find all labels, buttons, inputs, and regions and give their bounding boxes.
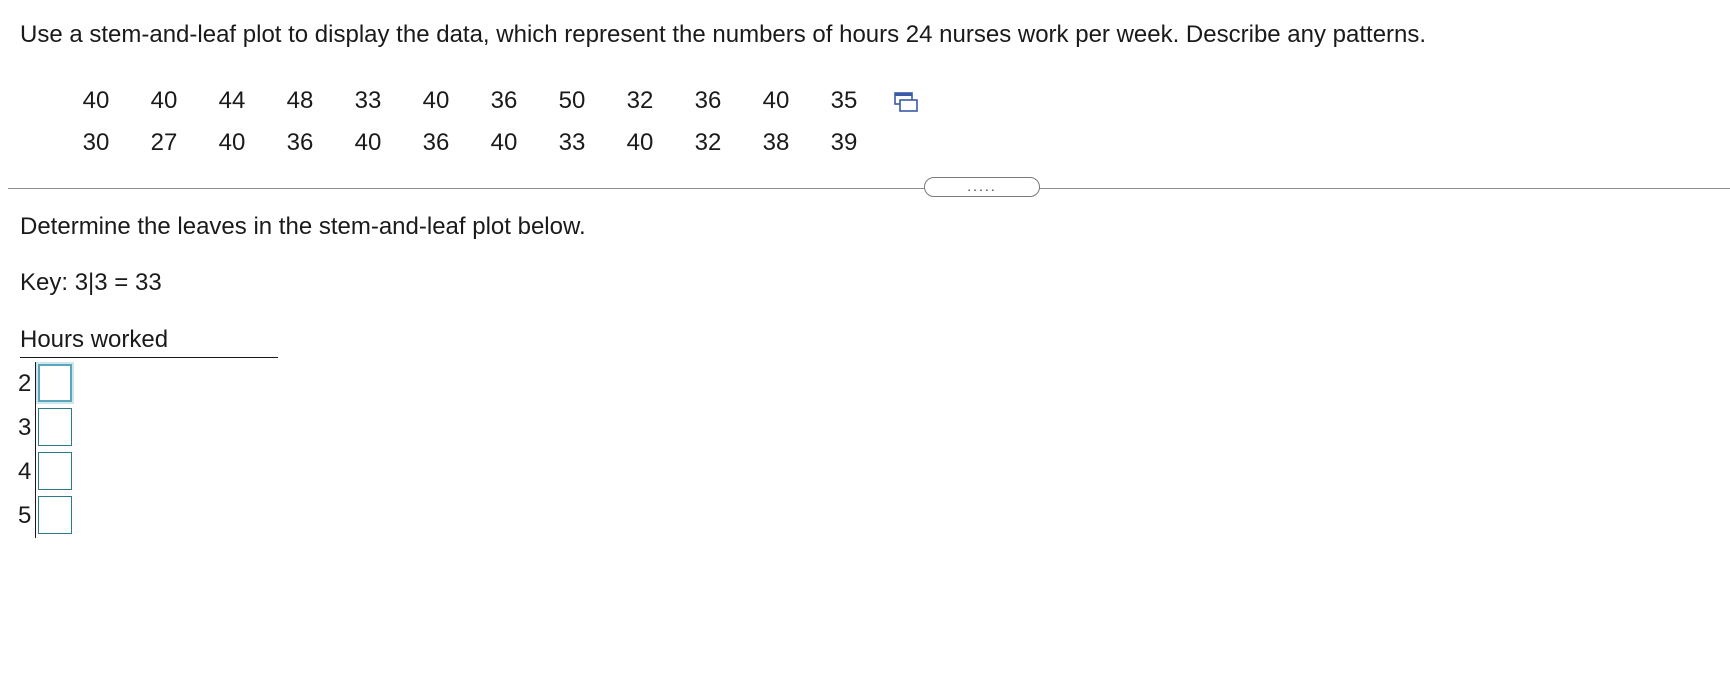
instruction-text: Determine the leaves in the stem-and-leaf plot below.: [20, 213, 586, 240]
stem-label: 3: [18, 414, 32, 441]
stem-divider: [35, 362, 36, 406]
data-value: 44: [218, 87, 246, 114]
data-value: 32: [694, 129, 722, 156]
data-value: 27: [150, 129, 178, 156]
leaf-input-4[interactable]: [38, 452, 72, 490]
stem-divider: [35, 494, 36, 538]
data-value: 35: [830, 87, 858, 114]
data-value: 36: [422, 129, 450, 156]
data-value: 40: [490, 129, 518, 156]
data-value: 30: [82, 129, 110, 156]
data-value: 33: [354, 87, 382, 114]
stem-label: 4: [18, 458, 32, 485]
question-text: Use a stem-and-leaf plot to display the data, which represent the numbers of hours 24 nurses work per week. Describe any patterns.: [20, 21, 1427, 48]
data-table: [62, 80, 878, 164]
data-value: 33: [558, 129, 586, 156]
data-value: 40: [82, 87, 110, 114]
data-value: 36: [490, 87, 518, 114]
stem-label: 2: [18, 370, 32, 397]
expand-button[interactable]: .....: [924, 177, 1040, 197]
plot-heading: Hours worked: [20, 325, 278, 358]
data-value: 48: [286, 87, 314, 114]
data-value: 40: [762, 87, 790, 114]
data-value: 32: [626, 87, 654, 114]
section-divider: [8, 188, 1730, 189]
plot-key: Key: 3|3 = 33: [20, 269, 162, 296]
data-value: 39: [830, 129, 858, 156]
data-value: 40: [354, 129, 382, 156]
leaf-input-3[interactable]: [38, 408, 72, 446]
copy-icon[interactable]: [894, 92, 918, 112]
stem-label: 5: [18, 502, 32, 529]
data-value: 38: [762, 129, 790, 156]
data-row: [62, 80, 878, 122]
data-value: 40: [422, 87, 450, 114]
stem-divider: [35, 406, 36, 450]
data-value: 40: [626, 129, 654, 156]
data-value: 36: [286, 129, 314, 156]
leaf-input-2[interactable]: [38, 364, 72, 402]
data-value: 40: [150, 87, 178, 114]
stem-divider: [35, 450, 36, 494]
data-value: 40: [218, 129, 246, 156]
data-value: 50: [558, 87, 586, 114]
leaf-input-5[interactable]: [38, 496, 72, 534]
data-row: [62, 122, 878, 164]
data-value: 36: [694, 87, 722, 114]
